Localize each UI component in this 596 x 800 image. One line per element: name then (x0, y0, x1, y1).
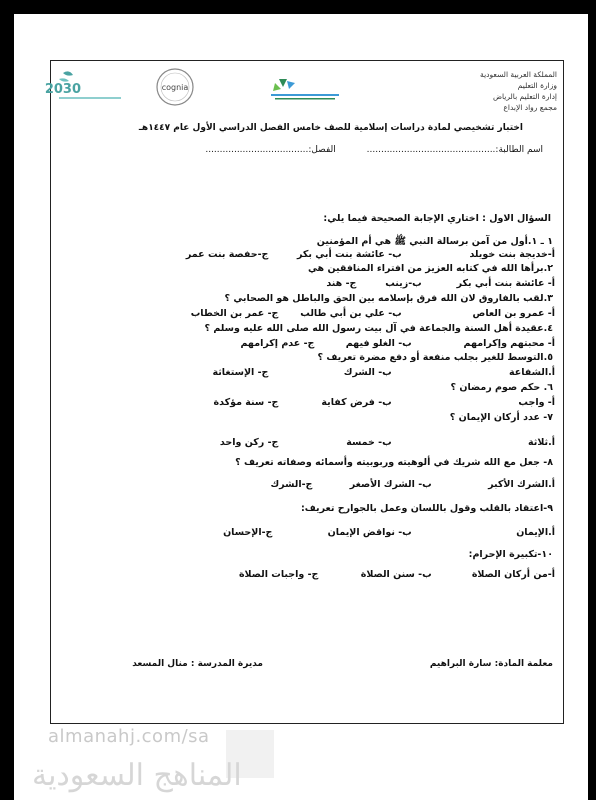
option-6b[interactable]: ب- فرض كفاية (321, 397, 392, 408)
option-3b[interactable]: ب- علي بن أبي طالب (300, 308, 402, 319)
question-7: ٧- عدد أركان الإيمان ؟ (449, 412, 553, 423)
option-1c[interactable]: ج-حفصة بنت عمر (185, 249, 269, 260)
option-4a[interactable]: أ- محبتهم وإكرامهم (463, 338, 555, 349)
principal-signature: مديرة المدرسة : منال المسعد (132, 659, 263, 669)
options-4 (240, 338, 555, 349)
question-9: ٩-اعتقاد بالقلب وقول باللسان وعمل بالجوارح تعريف: (300, 503, 553, 514)
options-9 (223, 527, 555, 538)
option-7c[interactable]: ج- ركن واحد (219, 437, 279, 448)
vision-2030-text: 2030 (44, 82, 81, 97)
option-4c[interactable]: ج- عدم إكرامهم (240, 338, 315, 349)
option-3a[interactable]: أ- عمرو بن العاص (472, 308, 555, 319)
options-5 (212, 367, 555, 378)
option-5b[interactable]: ب- الشرك (343, 367, 392, 378)
question-10: ١٠-تكبيرة الإحرام: (468, 549, 553, 560)
option-10c[interactable]: ج- واجبات الصلاة (238, 569, 319, 580)
option-8c[interactable]: ج-الشرك (270, 479, 313, 490)
org-line-country: المملكة العربية السعودية (480, 70, 557, 79)
options-6 (214, 397, 555, 408)
options-10 (239, 569, 555, 580)
watermark-arabic: المناهج السعودية (32, 758, 242, 793)
org-line-department: إدارة التعليم بالرياض (492, 92, 557, 101)
rowad-logo-icon (265, 75, 345, 105)
cognia-logo-text: cognia (161, 83, 189, 92)
option-2b[interactable]: ب-زينب (385, 278, 422, 289)
options-8 (270, 479, 555, 490)
section-header: السؤال الاول : اختاري الإجابة الصحيحة فيما يلي: (323, 213, 551, 224)
option-8a[interactable]: أ.الشرك الأكبر (488, 479, 555, 490)
question-1: ١ ـ ١.أول من آمن برسالة النبي ﷺ هي أم المؤمنين (316, 236, 553, 247)
option-1a[interactable]: أ-خديجة بنت خويلد (469, 249, 555, 260)
option-5c[interactable]: ج- الإستغاثة (212, 367, 269, 378)
student-name-field[interactable]: اسم الطالبة:............................................. (366, 145, 543, 155)
option-2a[interactable]: أ- عائشة بنت أبي بكر (456, 278, 555, 289)
options-3 (191, 308, 555, 319)
org-line-school: مجمع رواد الإبداع (503, 103, 557, 112)
exam-page (14, 14, 588, 800)
class-field[interactable]: الفصل:.................................... (205, 145, 336, 155)
cognia-logo-icon (155, 67, 195, 107)
teacher-signature: معلمة المادة: سارة البراهيم (429, 659, 553, 669)
option-7a[interactable]: أ.ثلاثة (528, 437, 555, 448)
exam-title: اختبار تشخيصي لمادة دراسات إسلامية للصف خامس الفصل الدراسي الأول عام ١٤٤٧هـ (138, 123, 523, 133)
org-header (480, 69, 557, 113)
option-4b[interactable]: ب- الغلو فيهم (345, 338, 412, 349)
question-8: ٨- جعل مع الله شريك في ألوهيته وربوبيته وأسمائه وصفاته تعريف ؟ (235, 457, 553, 468)
watermark-url: almanahj.com/sa (48, 726, 210, 747)
option-3c[interactable]: ج- عمر بن الخطاب (190, 308, 279, 319)
option-9c[interactable]: ج-الإحسان (223, 527, 273, 538)
option-6a[interactable]: أ- واجب (518, 397, 555, 408)
exam-frame (44, 60, 564, 724)
question-2: ٢.برأها الله في كتابه العزيز من افتراء المنافقين هي (307, 263, 553, 274)
question-3: ٣.لقب بالفاروق لان الله فرق بإسلامه بين الحق والباطل هو الصحابي ؟ (224, 293, 553, 304)
option-6c[interactable]: ج- سنة مؤكدة (213, 397, 279, 408)
option-10b[interactable]: ب- سنن الصلاة (360, 569, 432, 580)
option-10a[interactable]: أ-من أركان الصلاة (471, 569, 555, 580)
option-5a[interactable]: أ.الشفاعة (508, 367, 555, 378)
question-6: ٦. حكم صوم رمضان ؟ (450, 382, 553, 393)
options-2 (326, 278, 555, 289)
option-1b[interactable]: ب- عائشة بنت أبي بكر (296, 249, 402, 260)
question-4: ٤.عقيدة أهل السنة والجماعة في آل بيت رسول الله صلى الله عليه وسلم ؟ (204, 323, 553, 334)
vision-2030-logo-icon (44, 69, 125, 103)
option-8b[interactable]: ب- الشرك الأصغر (349, 479, 432, 490)
student-fields (177, 145, 543, 155)
option-9a[interactable]: أ.الإيمان (516, 527, 555, 538)
option-2c[interactable]: ج- هند (326, 278, 357, 289)
options-7 (220, 437, 555, 448)
option-9b[interactable]: ب- نواقض الإيمان (327, 527, 412, 538)
option-7b[interactable]: ب- خمسة (346, 437, 392, 448)
org-line-ministry: وزارة التعليم (517, 81, 557, 90)
question-5: ٥.التوسط للغير بجلب منفعة أو دفع مضرة تعريف ؟ (317, 352, 553, 363)
options-1 (186, 249, 555, 260)
